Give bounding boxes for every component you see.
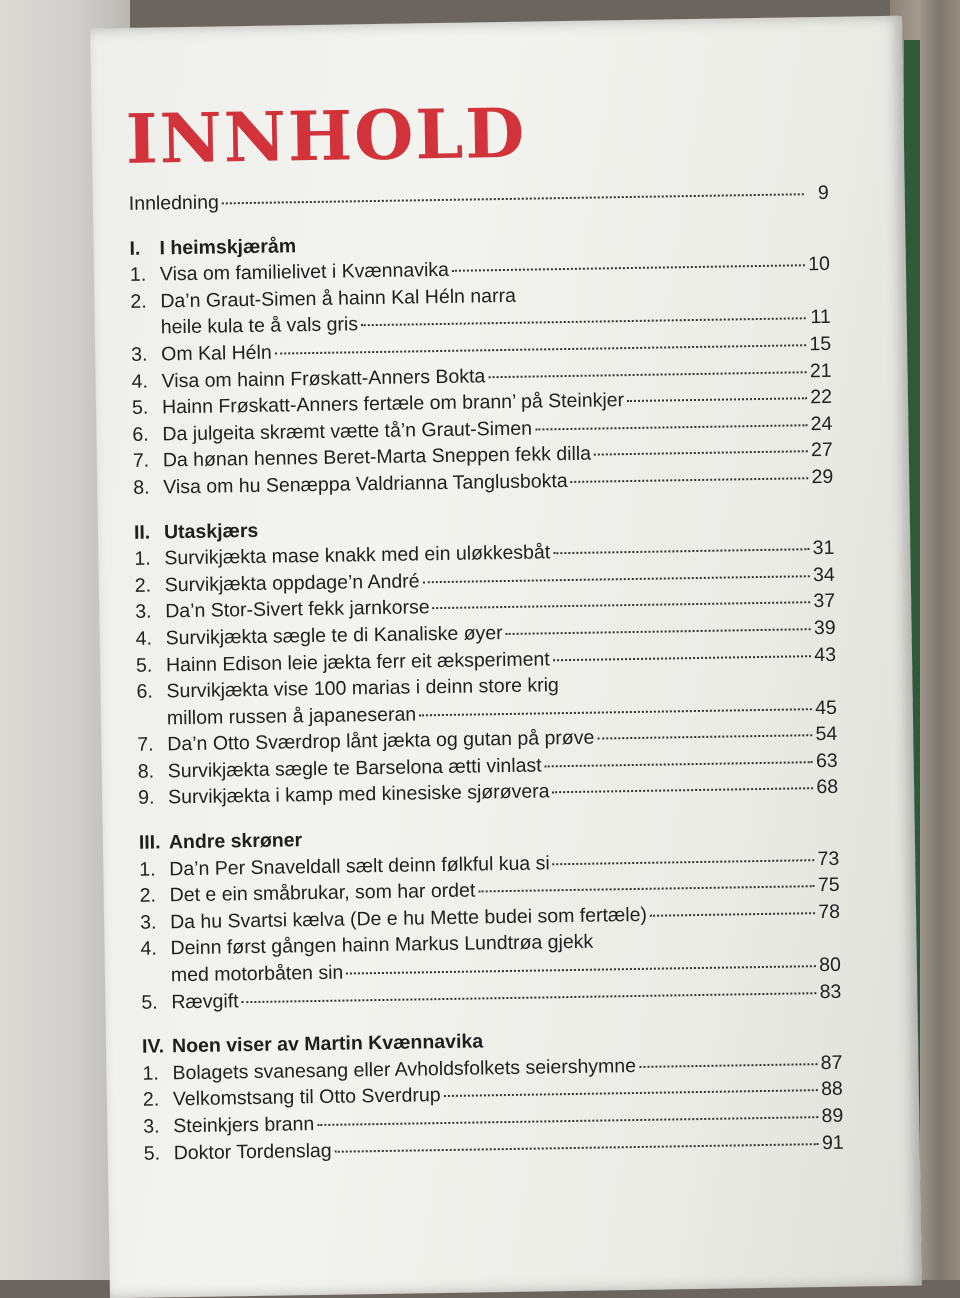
dot-leader bbox=[650, 912, 815, 917]
entry-page-number: 88 bbox=[821, 1078, 843, 1101]
dot-leader bbox=[433, 602, 811, 610]
dot-leader bbox=[478, 885, 814, 892]
entry-title: Da julgeita skræmt vætte tå’n Graut-Simen bbox=[162, 417, 532, 446]
entry-number: 3. bbox=[143, 1115, 173, 1138]
entry-number: 5. bbox=[132, 397, 162, 420]
section-number: IV. bbox=[142, 1036, 172, 1059]
entry-title: Rævgift bbox=[171, 990, 239, 1014]
entry-page-number: 39 bbox=[813, 617, 835, 640]
entry-title: Deinn først gången hainn Markus Lundtrøa gjekk bbox=[170, 931, 593, 961]
dot-leader bbox=[222, 193, 804, 204]
entry-title: Survikjækta sægle te Barselona ætti vinlast bbox=[168, 754, 542, 783]
dot-leader bbox=[361, 318, 806, 327]
entry-title: Bolagets svanesang eller Avholdsfolkets seiershymne bbox=[172, 1055, 636, 1085]
entry-title: Da hønan hennes Beret-Marta Sneppen fekk dilla bbox=[163, 443, 591, 473]
dot-leader bbox=[488, 371, 806, 378]
page-title: INNHOLD bbox=[125, 94, 527, 180]
entry-page-number: 73 bbox=[817, 847, 839, 870]
entry-number: 8. bbox=[133, 476, 163, 499]
entry-title: Survikjækta sægle te di Kanaliske øyer bbox=[165, 622, 502, 650]
dot-leader bbox=[571, 477, 809, 483]
dot-leader bbox=[452, 264, 805, 272]
entry-number: 9. bbox=[138, 787, 168, 810]
entry-page-number: 89 bbox=[821, 1105, 843, 1128]
entry-number: 4. bbox=[135, 627, 165, 650]
entry-page-number: 24 bbox=[810, 413, 832, 436]
entry-title: Da’n Per Snaveldall sælt deinn følkful kua si bbox=[169, 852, 550, 881]
dot-leader bbox=[553, 655, 811, 661]
entry-page-number: 45 bbox=[815, 696, 837, 719]
entry-number: 3. bbox=[140, 911, 170, 934]
entry-number: 5. bbox=[141, 991, 171, 1014]
entry-number: 7. bbox=[133, 450, 163, 473]
entry-page-number: 78 bbox=[818, 901, 840, 924]
dot-leader bbox=[275, 344, 806, 354]
dot-leader bbox=[506, 628, 811, 635]
toc-intro-page: 9 bbox=[807, 182, 829, 205]
entry-page-number: 37 bbox=[813, 590, 835, 613]
entry-page-number: 91 bbox=[821, 1131, 843, 1154]
entry-title: Visa om hu Senæppa Valdrianna Tanglusbokta bbox=[163, 470, 568, 499]
entry-page-number: 22 bbox=[810, 386, 832, 409]
section-title: Noen viser av Martin Kvænnavika bbox=[172, 1031, 483, 1059]
entry-number: 1. bbox=[134, 547, 164, 570]
entry-number: 6. bbox=[132, 423, 162, 446]
entry-title: Da hu Svartsi kælva (De e hu Mette budei som fertæle) bbox=[170, 904, 647, 934]
entry-number: 7. bbox=[137, 734, 167, 757]
toc-intro-text: Innledning bbox=[129, 191, 219, 215]
entry-number: 8. bbox=[138, 760, 168, 783]
entry-title: Survikjækta vise 100 marias i deinn store krig bbox=[166, 674, 559, 703]
section-title: Utaskjærs bbox=[164, 519, 259, 543]
entry-number: 2. bbox=[135, 574, 165, 597]
entry-page-number: 21 bbox=[809, 359, 831, 382]
entry-page-number: 75 bbox=[817, 874, 839, 897]
section-number: III. bbox=[139, 831, 169, 854]
entry-number: 5. bbox=[136, 654, 166, 677]
entry-title: Hainn Frøskatt-Anners fertæle om brann’ på Steinkjer bbox=[162, 389, 624, 419]
entry-page-number: 43 bbox=[814, 643, 836, 666]
entry-title: Hainn Edison leie jækta ferr eit æksperiment bbox=[166, 648, 550, 677]
dot-leader bbox=[317, 1116, 818, 1126]
entry-page-number: 34 bbox=[813, 564, 835, 587]
dot-leader bbox=[553, 548, 809, 554]
entry-page-number: 54 bbox=[815, 723, 837, 746]
dot-leader bbox=[423, 575, 810, 583]
toc-intro-row bbox=[129, 182, 829, 220]
section-title: I heimskjæråm bbox=[159, 235, 296, 260]
entry-number: 3. bbox=[131, 343, 161, 366]
dot-leader bbox=[553, 788, 814, 794]
book-page bbox=[90, 16, 922, 1298]
dot-leader bbox=[419, 708, 812, 716]
section-title: Andre skrøner bbox=[169, 829, 303, 854]
entry-page-number: 15 bbox=[809, 333, 831, 356]
dot-leader bbox=[335, 1143, 819, 1153]
entry-page-number: 87 bbox=[820, 1052, 842, 1075]
dot-leader bbox=[553, 859, 815, 865]
entry-page-number: 80 bbox=[819, 954, 841, 977]
dot-leader bbox=[242, 992, 817, 1003]
entry-page-number: 27 bbox=[811, 439, 833, 462]
dot-leader bbox=[444, 1090, 818, 1098]
entry-title: Da’n Graut-Simen å hainn Kal Héln narra bbox=[160, 285, 516, 314]
dot-leader bbox=[597, 734, 812, 739]
dot-leader bbox=[627, 397, 807, 402]
entry-page-number: 31 bbox=[812, 537, 834, 560]
entry-title: Om Kal Héln bbox=[161, 342, 272, 367]
entry-page-number: 68 bbox=[816, 776, 838, 799]
entry-title: Visa om hainn Frøskatt-Anners Bokta bbox=[161, 365, 485, 393]
entry-title: Da’n Otto Sværdrop lånt jækta og gutan på prøve bbox=[167, 727, 594, 757]
entry-title: Survikjækta mase knakk med ein uløkkesbåt bbox=[164, 541, 550, 570]
entry-number: 3. bbox=[135, 601, 165, 624]
dot-leader bbox=[346, 965, 816, 974]
dot-leader bbox=[594, 451, 808, 456]
entry-page-number: 10 bbox=[808, 253, 830, 276]
entry-number: 1. bbox=[142, 1062, 172, 1085]
dot-leader bbox=[639, 1063, 817, 1068]
entry-page-number: 11 bbox=[809, 306, 831, 329]
entry-number: 2. bbox=[143, 1089, 173, 1112]
entry-title: Survikjækta i kamp med kinesiske sjørøvera bbox=[168, 781, 550, 810]
entry-number: 2. bbox=[130, 290, 160, 313]
table-of-contents bbox=[129, 182, 844, 1169]
entry-number: 2. bbox=[140, 885, 170, 908]
entry-page-number: 29 bbox=[811, 466, 833, 489]
entry-number: 1. bbox=[139, 858, 169, 881]
entry-title: Survikjækta oppdage’n André bbox=[165, 570, 420, 597]
entry-number: 1. bbox=[130, 264, 160, 287]
dot-leader bbox=[535, 424, 807, 430]
section-number: II. bbox=[134, 521, 164, 544]
entry-number: 6. bbox=[136, 680, 166, 703]
entry-title: Velkomstsang til Otto Sverdrup bbox=[173, 1084, 441, 1111]
entry-title: millom russen å japaneseran bbox=[167, 703, 417, 730]
entry-title: Da’n Stor-Sivert fekk jarnkorse bbox=[165, 597, 430, 624]
entry-title: Det e ein småbrukar, som har ordet bbox=[170, 880, 476, 908]
entry-number: 5. bbox=[144, 1142, 174, 1165]
entry-title: Visa om familielivet i Kvænnavika bbox=[160, 259, 449, 287]
dot-leader bbox=[545, 761, 813, 767]
entry-number: 4. bbox=[131, 370, 161, 393]
entry-title: Steinkjers brann bbox=[173, 1113, 314, 1138]
section-number: I. bbox=[129, 237, 159, 260]
entry-page-number: 63 bbox=[815, 750, 837, 773]
entry-page-number: 83 bbox=[819, 980, 841, 1003]
entry-title: heile kula te å vals gris bbox=[161, 314, 359, 340]
entry-title: med motorbåten sin bbox=[171, 962, 344, 988]
entry-number: 4. bbox=[140, 938, 170, 961]
toc-sections bbox=[129, 226, 844, 1168]
entry-title: Doktor Tordenslag bbox=[174, 1139, 332, 1164]
